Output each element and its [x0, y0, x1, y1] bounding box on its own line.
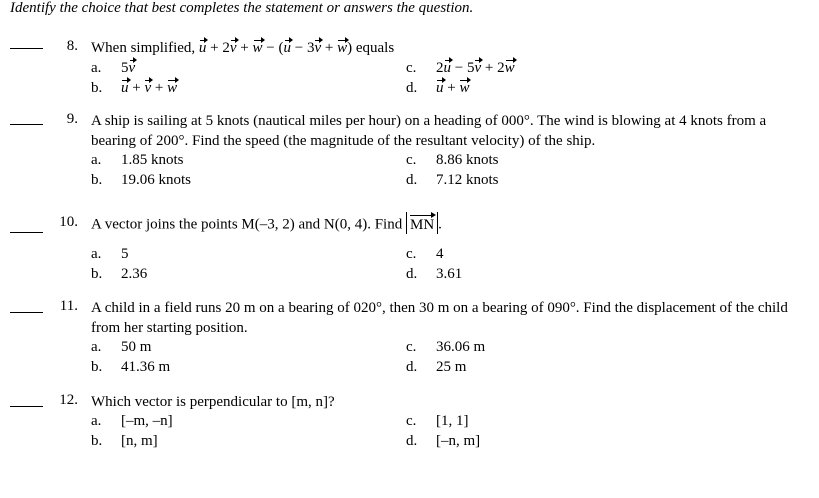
- question-number: 12.: [59, 392, 78, 408]
- question-stem: A child in a field runs 20 m on a bearing of 020°, then 30 m on a bearing of 090°. Find the displacement of the child from her starting position.: [91, 300, 788, 336]
- option-text: u + w: [436, 80, 470, 96]
- question-stem: A ship is sailing at 5 knots (nautical miles per hour) on a heading of 000°. The wind is blowing at 4 knots from a bearing of 200°. Find the speed (the magnitude of the resultant velocity) of the ship.: [91, 113, 767, 149]
- stem-equation: When simplified, u + 2v + w − (u − 3v + w) equals: [91, 40, 395, 56]
- question-number: 10.: [59, 214, 78, 230]
- question-stem: [91, 38, 806, 58]
- question-stem: A vector joins the points M(–3, 2) and N(0, 4). Find MN .: [91, 214, 806, 236]
- instructions: Identify the choice that best completes the statement or answers the question.: [10, 0, 474, 16]
- question-number: 8.: [66, 38, 78, 54]
- answer-blank[interactable]: [10, 232, 43, 233]
- option-text: 2u − 5v + 2w: [436, 60, 515, 76]
- option-text: u + v + w: [121, 80, 178, 96]
- question-number: 11.: [59, 298, 78, 314]
- option-text: 5v: [121, 60, 136, 76]
- question-number: 9.: [66, 111, 78, 127]
- magnitude-bars: [406, 212, 438, 234]
- vector-mn: MN: [410, 212, 434, 234]
- question-stem: Which vector is perpendicular to [m, n]?: [91, 394, 335, 410]
